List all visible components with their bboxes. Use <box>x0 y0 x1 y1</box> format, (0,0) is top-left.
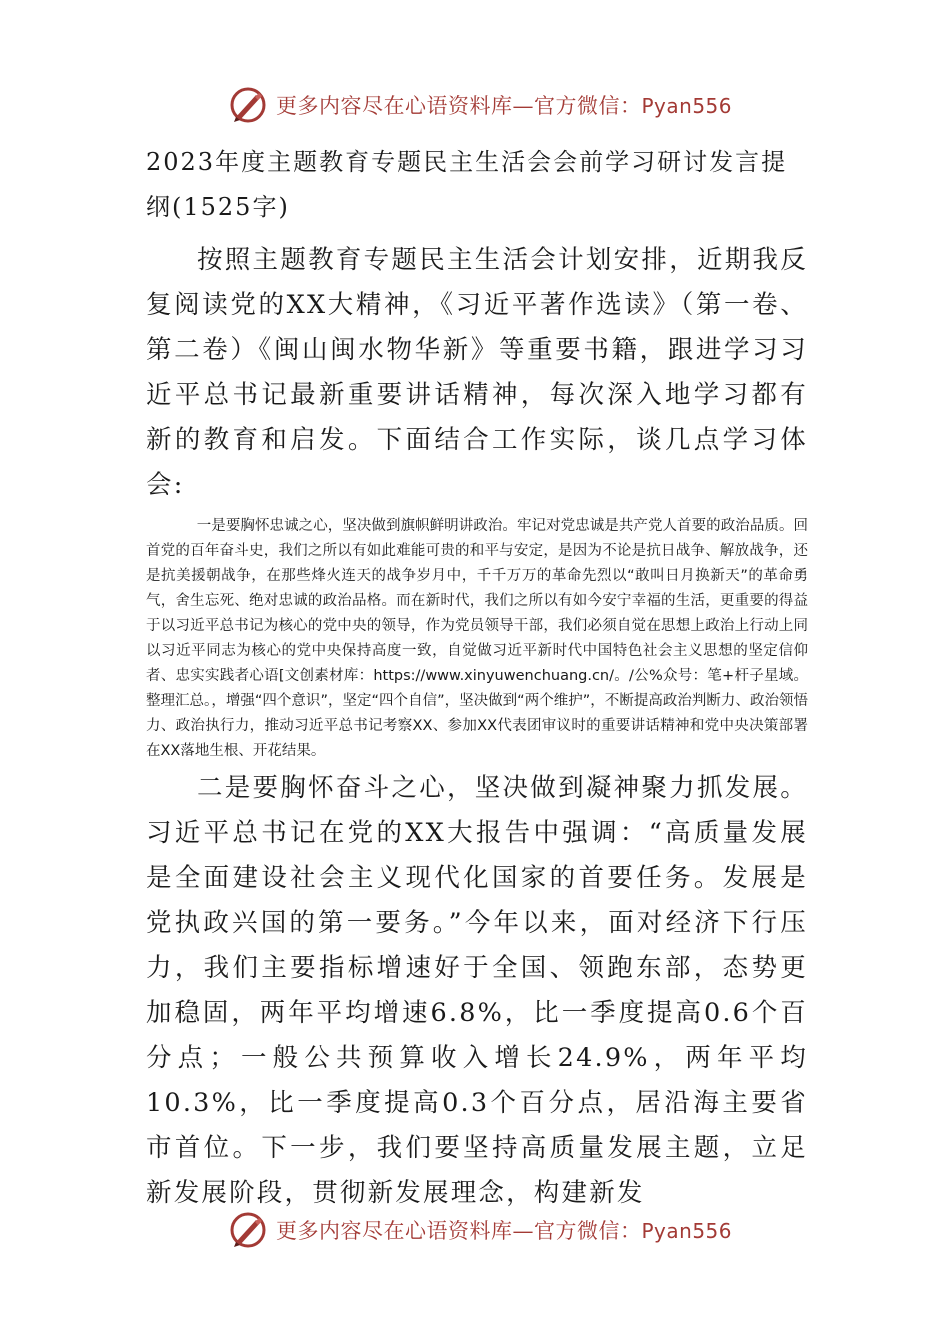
section-two-paragraph: 二是要胸怀奋斗之心，坚决做到凝神聚力抓发展。习近平总书记在党的XX大报告中强调：“高质量发展是全面建设社会主义现代化国家的首要任务。发展是党执政兴国的第一要务。”今年以来，面对经济下行压力，我们主要指标增速好于全国、领跑东部，态势更加稳固，两年平均增速6.8%，比一季度提高0.6个百分点；一般公共预算收入增长24.9%，两年平均10.3%，比一季度提高0.3个百分点，居沿海主要省市首位。下一步，我们要坚持高质量发展主题，立足新发展阶段，贯彻新发展理念，构建新发 <box>146 773 808 1208</box>
header-banner <box>0 80 950 130</box>
header-text: 更多内容尽在心语资料库—官方微信：Pyan556 <box>276 94 733 118</box>
section-one-paragraph: 一是要胸怀忠诚之心，坚决做到旗帜鲜明讲政治。牢记对党忠诚是共产党人首要的政治品质。回首党的百年奋斗史，我们之所以有如此难能可贵的和平与安定，是因为不论是抗日战争、解放战争，还是抗美援朝战争，在那些烽火连天的战争岁月中，千千万万的革命先烈以“敢叫日月换新天”的革命勇气，舍生忘死、绝对忠诚的政治品格。而在新时代，我们之所以有如今安宁幸福的生活，更重要的得益于以习近平总书记为核心的党中央的领导，作为党员领导干部，我们必须自觉在思想上政治上行动上同以习近平同志为核心的党中央保持高度一致，自觉做习近平新时代中国特色社会主义思想的坚定信仰者、忠实实践者心语[文创素材库：https://www.xinyuwenchuang.cn/。/公%众号：笔+杆子星域。整理汇总。，增强“四个意识”，坚定“四个自信”，坚决做到“两个维护”，不断提高政治判断力、政治领悟力、政治执行力，推动习近平总书记考察XX、参加XX代表团审议时的重要讲话精神和党中央决策部署在XX落地生根、开花结果。 <box>146 518 808 759</box>
pen-logo-icon <box>228 1210 268 1250</box>
footer-text: 更多内容尽在心语资料库—官方微信：Pyan556 <box>276 1219 733 1243</box>
pen-logo-icon <box>228 85 268 125</box>
footer-banner <box>0 1205 950 1255</box>
footer-wechat-id: Pyan556 <box>641 1219 733 1243</box>
document-body <box>146 140 808 1216</box>
intro-paragraph: 按照主题教育专题民主生活会计划安排，近期我反复阅读党的XX大精神，《习近平著作选读》（第一卷、第二卷）《闽山闽水物华新》等重要书籍，跟进学习习近平总书记最新重要讲话精神，每次深入地学习都有新的教育和启发。下面结合工作实际，谈几点学习体会: <box>146 245 808 500</box>
document-title: 2023年度主题教育专题民主生活会会前学习研讨发言提纲(1525字) <box>146 148 788 221</box>
header-wechat-id: Pyan556 <box>641 94 733 118</box>
